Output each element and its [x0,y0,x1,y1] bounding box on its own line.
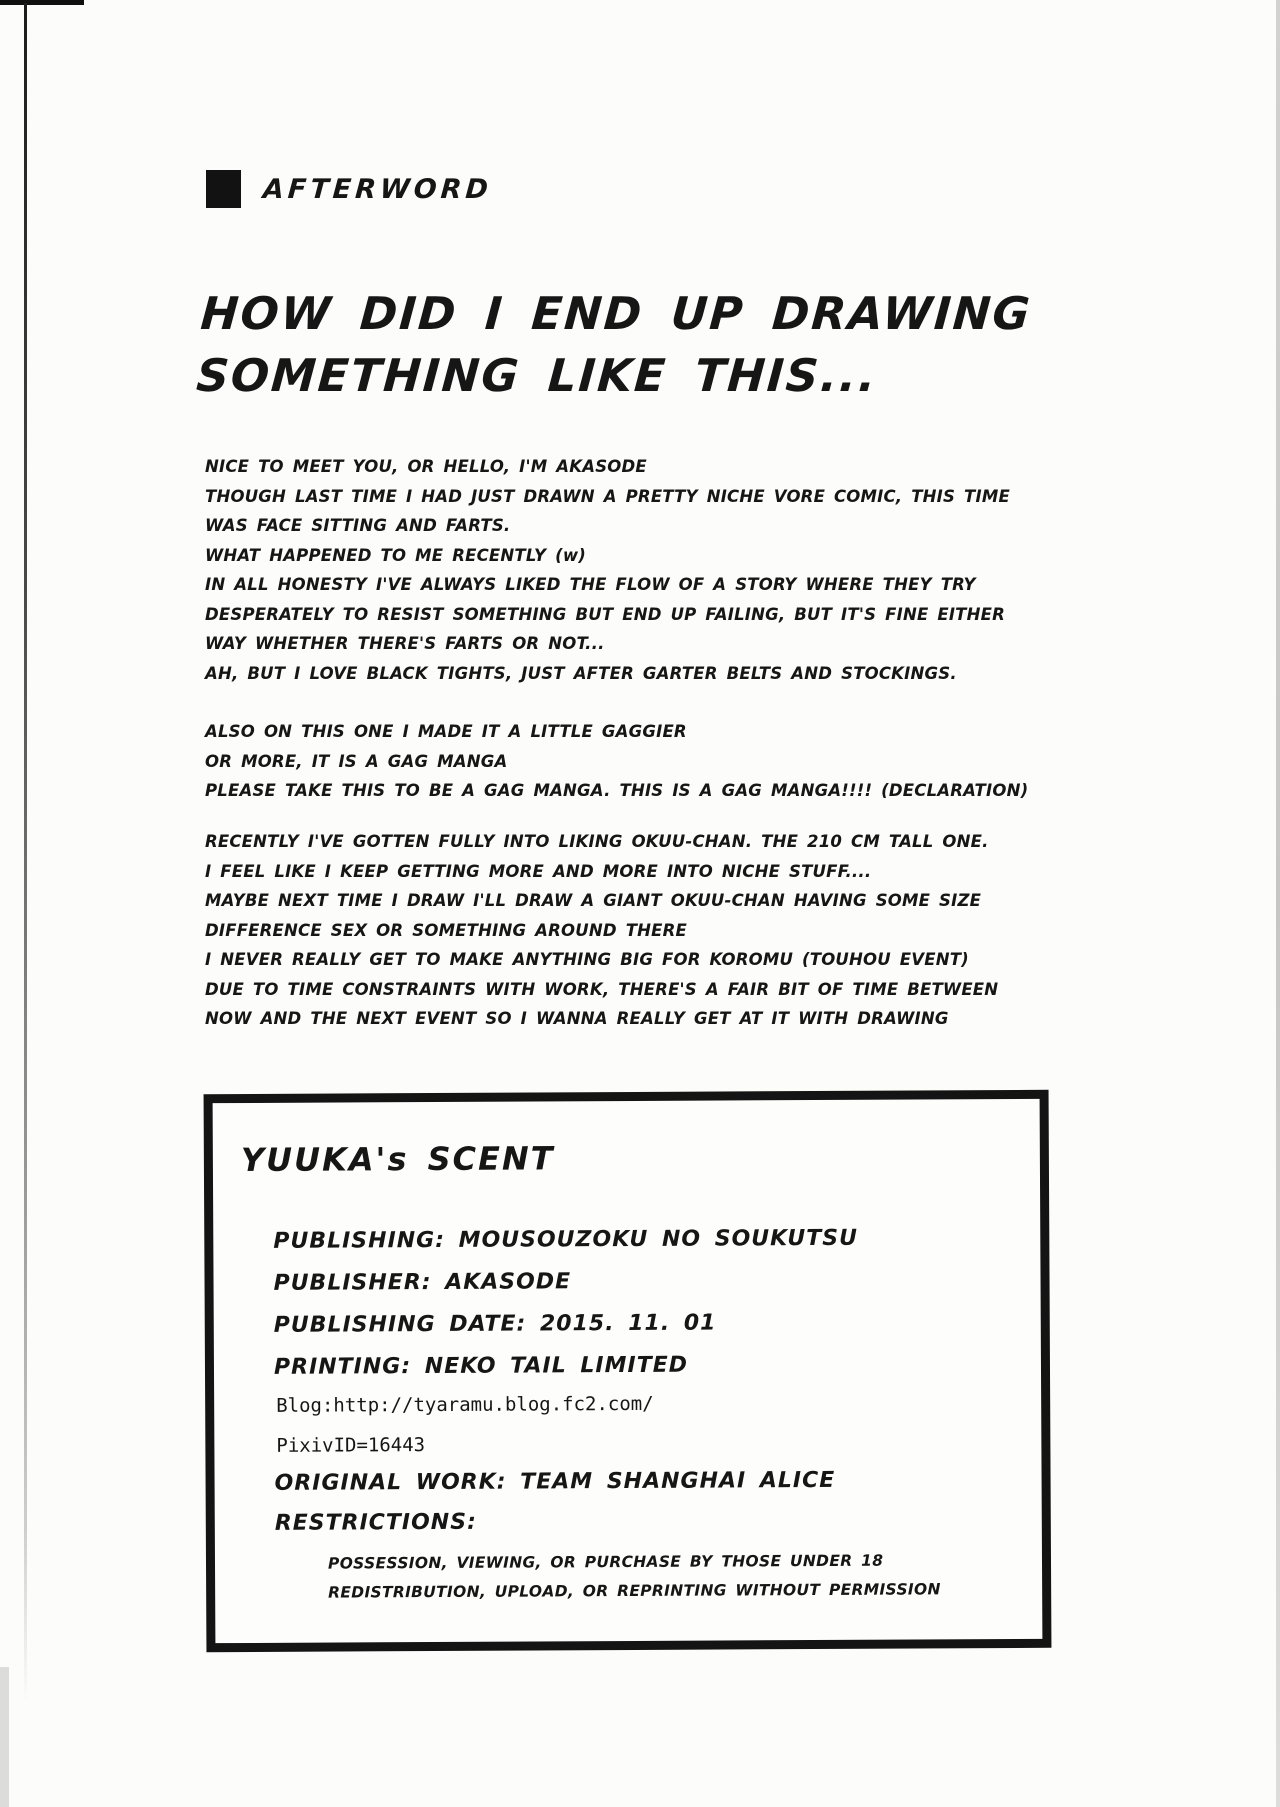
printing-company: PRINTING: NEKO TAIL LIMITED [273,1352,689,1380]
text-line: DIFFERENCE SEX OR SOMETHING AROUND THERE [205,920,688,940]
restriction-line: POSSESSION, VIEWING, OR PURCHASE BY THOSE UNDER 18 [327,1551,884,1573]
scan-edge-right [1276,0,1280,1807]
black-square-marker-icon [206,170,241,208]
afterword-paragraph-2 [205,717,1215,806]
original-work: ORIGINAL WORK: TEAM SHANGHAI ALICE [274,1467,836,1496]
text-line: I NEVER REALLY GET TO MAKE ANYTHING BIG FOR KOROMU (TOUHOU EVENT) [205,950,969,969]
page-title-line-1: HOW DID I END UP DRAWING [199,287,1034,340]
work-title: YUUKA's SCENT [240,1139,555,1180]
scan-edge-top [0,0,84,5]
text-line: IN ALL HONESTY I'VE ALWAYS LIKED THE FLOW OF A STORY WHERE THEY TRY [205,575,976,594]
afterword-header [206,170,492,208]
scan-edge-bottom-left [0,1667,9,1807]
text-line: DUE TO TIME CONSTRAINTS WITH WORK, THERE'S A FAIR BIT OF TIME BETWEEN [205,979,999,999]
page-title [194,283,1203,407]
restriction-line: REDISTRIBUTION, UPLOAD, OR REPRINTING WITHOUT PERMISSION [328,1580,941,1602]
text-line: I FEEL LIKE I KEEP GETTING MORE AND MORE INTO NICHE STUFF.... [205,861,872,881]
page-title-line-2: SOMETHING LIKE THIS... [194,349,880,402]
text-line: THOUGH LAST TIME I HAD JUST DRAWN A PRETTY NICHE VORE COMIC, THIS TIME [205,486,1010,506]
text-line: OR MORE, IT IS A GAG MANGA [205,751,508,771]
text-line: NICE TO MEET YOU, OR HELLO, I'M AKASODE [205,457,647,476]
publishing-date: PUBLISHING DATE: 2015. 11. 01 [273,1310,717,1338]
text-line: WAS FACE SITTING AND FARTS. [205,516,511,535]
colophon-box [204,1090,1052,1652]
afterword-paragraph-3 [205,827,1215,1034]
afterword-header-label: AFTERWORD [261,173,494,205]
publisher-name: PUBLISHER: AKASODE [273,1269,572,1296]
restrictions-label: RESTRICTIONS: [274,1509,477,1536]
text-line: DESPERATELY TO RESIST SOMETHING BUT END UP FAILING, BUT IT'S FINE EITHER [205,604,1006,624]
text-line: WAY WHETHER THERE'S FARTS OR NOT... [205,634,605,653]
text-line: PLEASE TAKE THIS TO BE A GAG MANGA. THIS IS A GAG MANGA!!!! (DECLARATION) [205,781,1029,800]
text-line: NOW AND THE NEXT EVENT SO I WANNA REALLY GET AT IT WITH DRAWING [205,1009,949,1028]
blog-url: Blog:http://tyaramu.blog.fc2.com/ [276,1392,654,1417]
text-line: RECENTLY I'VE GOTTEN FULLY INTO LIKING OKUU-CHAN. THE 210 CM TALL ONE. [205,832,989,851]
text-line: AH, BUT I LOVE BLACK TIGHTS, JUST AFTER GARTER BELTS AND STOCKINGS. [205,663,957,683]
afterword-paragraph-1 [205,452,1215,688]
scan-edge-left-line [24,3,27,1703]
text-line: WHAT HAPPENED TO ME RECENTLY (w) [205,545,586,565]
pixiv-id: PixivID=16443 [276,1434,426,1457]
text-line: ALSO ON THIS ONE I MADE IT A LITTLE GAGGIER [205,722,687,741]
publishing-circle: PUBLISHING: MOUSOUZOKU NO SOUKUTSU [273,1225,859,1254]
text-line: MAYBE NEXT TIME I DRAW I'LL DRAW A GIANT OKUU-CHAN HAVING SOME SIZE [205,891,982,910]
